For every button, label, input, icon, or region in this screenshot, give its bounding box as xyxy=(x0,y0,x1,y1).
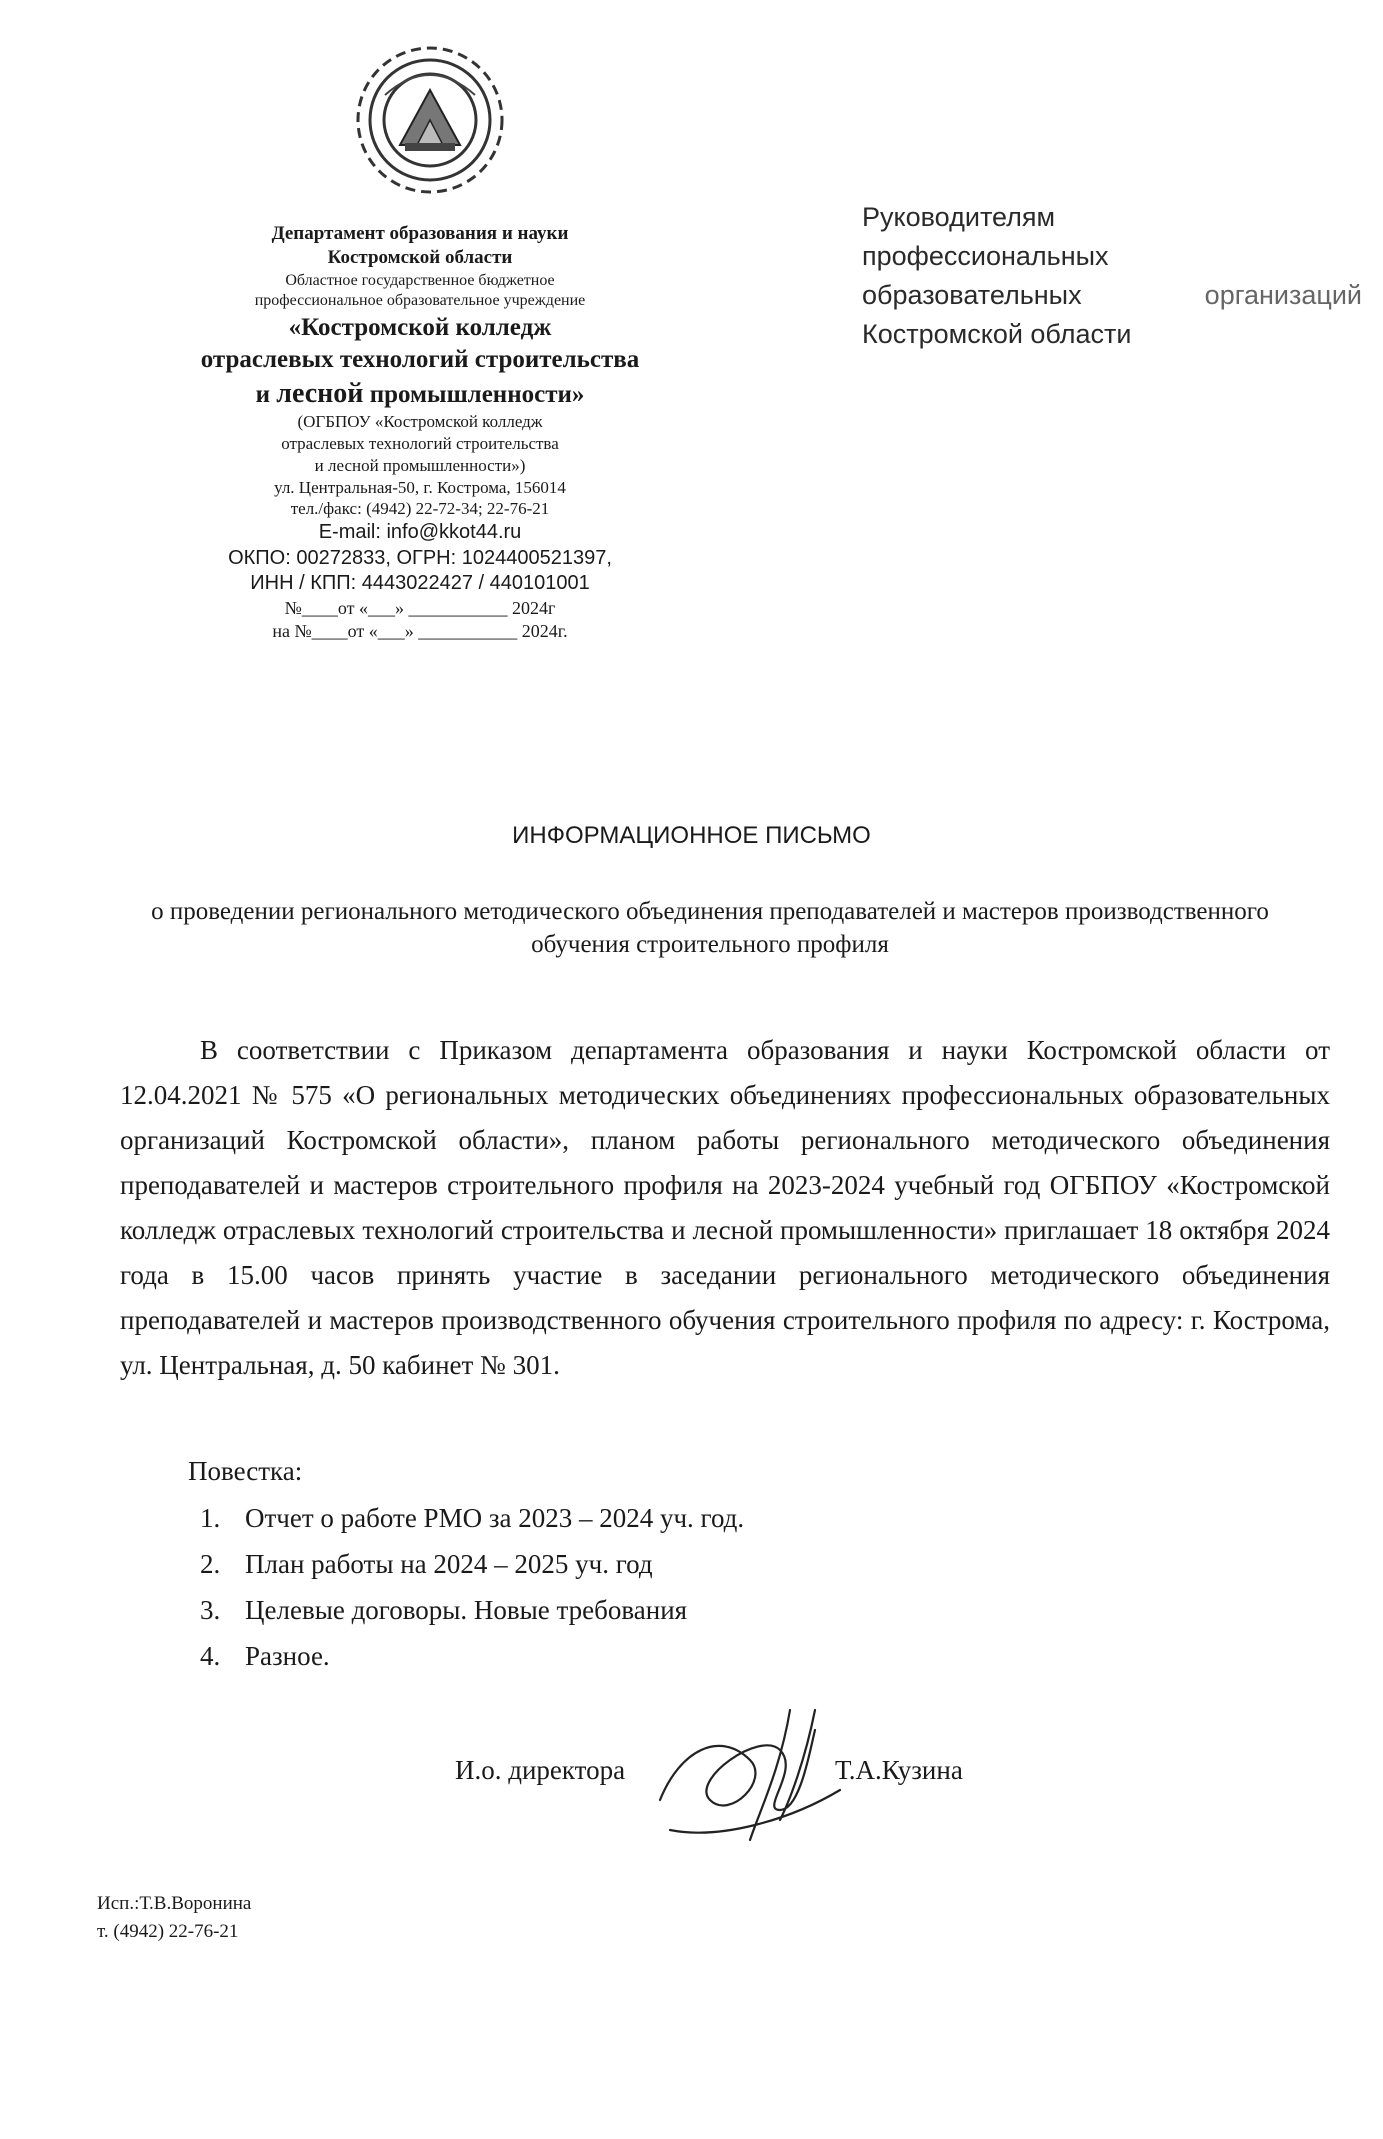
department-region-line: Костромской области xyxy=(327,247,513,269)
org-email: E-mail: info@kkot44.ru xyxy=(318,521,522,544)
agenda-item xyxy=(200,1495,1000,1541)
org-short-name-line: (ОГБПОУ «Костромской колледж xyxy=(297,412,543,432)
agenda-number: 1. xyxy=(200,1503,221,1533)
agenda-number: 3. xyxy=(200,1595,221,1625)
signer-role: И.о. директора xyxy=(455,1755,626,1785)
recipient-block xyxy=(862,198,1362,355)
org-name-line: отраслевых технологий строительства xyxy=(200,345,640,373)
recipient-line: Костромской области xyxy=(862,319,1132,350)
agenda-number: 2. xyxy=(200,1549,221,1579)
org-phone: тел./факс: (4942) 22-72-34; 22-76-21 xyxy=(290,499,550,519)
agenda-text: План работы на 2024 – 2025 уч. год xyxy=(245,1549,653,1579)
recipient-line xyxy=(862,276,1362,315)
org-name-line: «Костромской колледж xyxy=(288,313,552,341)
document-title: ИНФОРМАЦИОННОЕ ПИСЬМО xyxy=(512,822,871,849)
org-header xyxy=(150,222,690,643)
org-address: ул. Центральная-50, г. Кострома, 156014 xyxy=(274,477,566,497)
org-okpo: ОКПО: 00272833, ОГРН: 1024400521397, xyxy=(228,546,612,569)
org-type-line: профессиональное образовательное учреждение xyxy=(254,292,586,310)
recipient-line: профессиональных xyxy=(862,241,1109,272)
org-type-line: Областное государственное бюджетное xyxy=(285,271,555,289)
department-line: Департамент образования и науки xyxy=(271,223,569,244)
agenda-text: Разное. xyxy=(245,1641,330,1671)
agenda-item xyxy=(200,1587,1000,1633)
org-name-part: лесной xyxy=(276,377,364,409)
org-short-name-line: отраслевых технологий строительства xyxy=(281,434,559,454)
executor-phone: т. (4942) 22-76-21 xyxy=(97,1920,239,1942)
agenda-item xyxy=(200,1633,1000,1679)
handwritten-signature-icon xyxy=(640,1690,860,1850)
recipient-line: Руководителям xyxy=(862,202,1056,232)
executor-name: Исп.:Т.В.Воронина xyxy=(97,1893,252,1914)
agenda-title: Повестка: xyxy=(188,1456,303,1486)
recipient-word: образовательных xyxy=(862,280,1082,311)
college-logo-icon xyxy=(345,35,515,205)
agenda-item xyxy=(200,1541,1000,1587)
agenda-number: 4. xyxy=(200,1641,221,1671)
org-short-name-line: и лесной промышленности») xyxy=(314,455,526,475)
agenda-text: Целевые договоры. Новые требования xyxy=(245,1595,688,1625)
agenda-text: Отчет о работе РМО за 2023 – 2024 уч. год. xyxy=(245,1503,745,1533)
recipient-word: организаций xyxy=(1204,280,1362,311)
agenda-list xyxy=(200,1495,1000,1679)
org-name-part: промышленности» xyxy=(363,380,585,408)
org-name-part: и xyxy=(255,380,277,408)
document-subtitle: о проведении регионального методического объединения преподавателей и мастеров производственного обучения строительного профиля xyxy=(151,898,1269,958)
executor-block xyxy=(97,1890,251,1945)
org-inn: ИНН / КПП: 4443022427 / 440101001 xyxy=(250,572,590,595)
ref-reply-number: на №____от «___» ___________ 2024г. xyxy=(272,620,568,641)
signer-name: Т.А.Кузина xyxy=(835,1755,963,1785)
ref-number: №____от «___» ___________ 2024г xyxy=(284,597,556,618)
org-name-line xyxy=(150,376,690,412)
body-paragraph: В соответствии с Приказом департамента образования и науки Костромской области от 12.04.2021 № 575 «О региональных методических объединениях профессиональных образовательных организаций Костромской области», планом работы регионального методического объединения преподавателей и мастеров строительного профиля на 2023-2024 учебный год ОГБПОУ «Костромской колледж отраслевых технологий строительства и лесной промышленности» приглашает 18 октября 2024 года в 15.00 часов принять участие в заседании регионального методического объединения преподавателей и мастеров производственного обучения строительного профиля по адресу: г. Кострома, ул. Центральная, д. 50 кабинет № 301. xyxy=(120,1035,1330,1380)
